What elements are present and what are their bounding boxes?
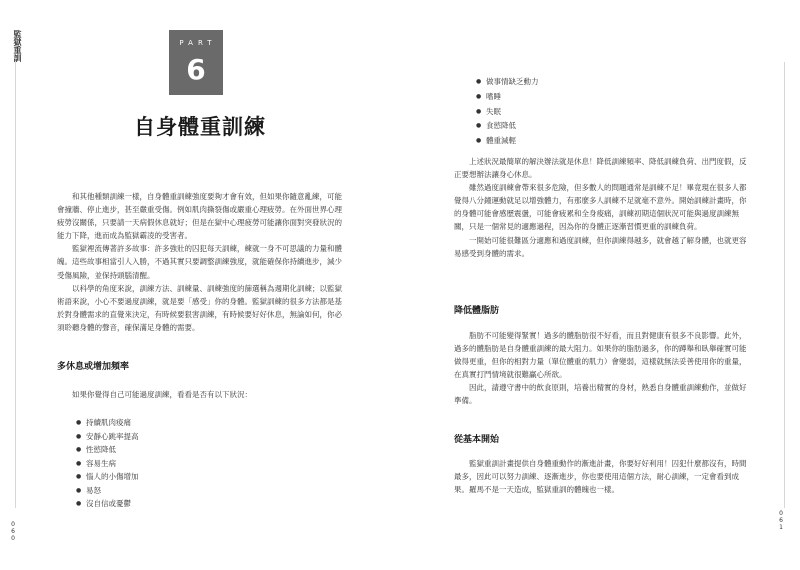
paragraph: 監獄裡流傳著許多故事：許多強壯的囚犯每天訓練，練就一身不可思議的力量和體魄。這些故事相當引人入勝，不過其實只要調整訓練強度，就能確保你持續進步，減少受傷風險，並保持頭腦清醒。 [57, 244, 342, 280]
part-label: PART [179, 39, 217, 47]
bullet-icon: ● [76, 473, 82, 480]
right-body-text-3 [454, 457, 748, 496]
paragraph: 如果你覺得自己可能過度訓練，看看是否有以下狀況： [72, 390, 252, 399]
paragraph: 以科學的角度來說，訓練方法、訓練量、訓練強度的篩選稱為週期化訓練；以監獄術語來說，小心不要過度訓練，就是要「感受」你的身體。監獄訓練的很多方法都是基於對身體需求的直覺來決定，有時候要狠害訓練，有時候要好好休息，無論如何，你必須聆聽身體的聲音，確保滿足身體的需要。 [57, 283, 342, 332]
margin-rule [784, 62, 785, 508]
list-item: ● 嗜睡 [474, 90, 539, 105]
section-intro [57, 388, 349, 401]
paragraph: 上述狀況最簡單的解決辦法就是休息！降低訓練頻率、降低訓練負荷、出門度假，反正要想辦法讓身心休息。 [454, 157, 747, 180]
bullet-icon: ● [76, 432, 82, 440]
bullet-icon: ● [476, 107, 482, 115]
bullet-icon: ● [76, 459, 82, 467]
bullet-icon: ● [476, 137, 482, 145]
list-item: ● 易怒 [74, 484, 139, 498]
bullet-icon: ● [76, 486, 82, 494]
list-item: ● 惱人的小傷增加 [74, 470, 139, 484]
bullet-icon: ● [476, 122, 482, 130]
paragraph: 因此，請遵守書中的飲食原則，培養出精實的身材，熟悉自身體重訓練動作，並做好準備。 [454, 383, 747, 406]
chapter-title: 自身體重訓練 [134, 115, 266, 139]
paragraph: 雖然過度訓練會帶來很多危險，但多數人的問題通常是訓練不足！畢竟現在很多人都覺得八分鐘運動就足以增強體力，有那麼多人訓練不足就毫不意外。開始訓練計畫時，你的身體可能會感歷震盪，可能會疲累和全身痠痛，訓練初期這個狀況可能與過度訓練無關，只是一個常見的適應過程，因為你的身體正逐漸習慣更重的訓練負荷。 [454, 183, 747, 232]
symptom-list [74, 416, 139, 511]
paragraph: 監獄重訓計畫提供自身體重動作的漸進計畫，你要好好利用！囚犯什麼都沒有，時間最多，因此可以努力訓練、逐漸進步，你也要使用這個方法，耐心訓練，一定會看到成果。羅馬不是一天造成，監獄重訓的體魄也一樣。 [454, 459, 747, 495]
list-item: ● 食慾降低 [474, 119, 539, 134]
page-number-right: 0 6 1 [779, 510, 783, 531]
section-heading: 降低體脂肪 [454, 306, 500, 316]
section-heading: 多休息或增加頻率 [57, 362, 130, 372]
paragraph: 和其他種類訓練一樣，自身體重訓練強度要夠才會有效，但如果你隨意亂練，可能會撞牆、停止進步，甚至嚴重受傷。例如肌肉撕裂傷或嚴重心理疲勞。在外面世界心理疲勞沒關係，只要請一天病假休息就好；但是在獄中心理疲勞可能讓你面對突發狀況的能力下降，進而成為監獄霸凌的受害者。 [57, 192, 342, 241]
list-item: ● 容易生病 [74, 457, 139, 471]
list-item: ● 性慾降低 [74, 443, 139, 457]
part-number: 6 [186, 53, 206, 86]
running-head: 監獄重訓 [13, 30, 22, 62]
part-badge [169, 30, 223, 95]
right-body-text-2 [454, 329, 748, 408]
list-item: ● 失眠 [474, 105, 539, 120]
list-item: ● 安靜心跳率提高 [74, 430, 139, 444]
bullet-icon: ● [476, 78, 482, 85]
list-item: ● 持續肌肉痠痛 [74, 416, 139, 430]
page-number-left: 0 6 0 [11, 521, 15, 542]
paragraph: 脂肪不可能變得緊實！過多的體脂肪很不好看，而且對健康有很多不良影響。此外，過多的體脂肪是自身體重訓練的最大阻力。如果你的脂肪過多，你的蹲舉和臥舉確實可能做得更重，但你的相對力量（單位體重的肌力）會變弱，這樣就無法妥善使用你的重量，在真實打鬥情境就很難贏心所欲。 [454, 331, 747, 380]
bullet-icon: ● [76, 446, 82, 453]
list-item: ● 做事情缺乏動力 [474, 75, 539, 90]
list-item: ● 沒自信或憂鬱 [74, 497, 139, 511]
list-item: ● 體重減輕 [474, 134, 539, 149]
bullet-icon: ● [76, 500, 82, 507]
symptom-list-continued [474, 75, 539, 149]
right-body-text [454, 155, 748, 260]
paragraph: 一開始可能很難區分適應和過度訓練，但你訓練得越多，就會越了解身體，也就更容易感受到身體的需求。 [454, 235, 747, 258]
bullet-icon: ● [476, 92, 482, 100]
section-heading: 從基本開始 [454, 435, 500, 445]
left-body-text [57, 190, 349, 334]
bullet-icon: ● [76, 419, 82, 426]
